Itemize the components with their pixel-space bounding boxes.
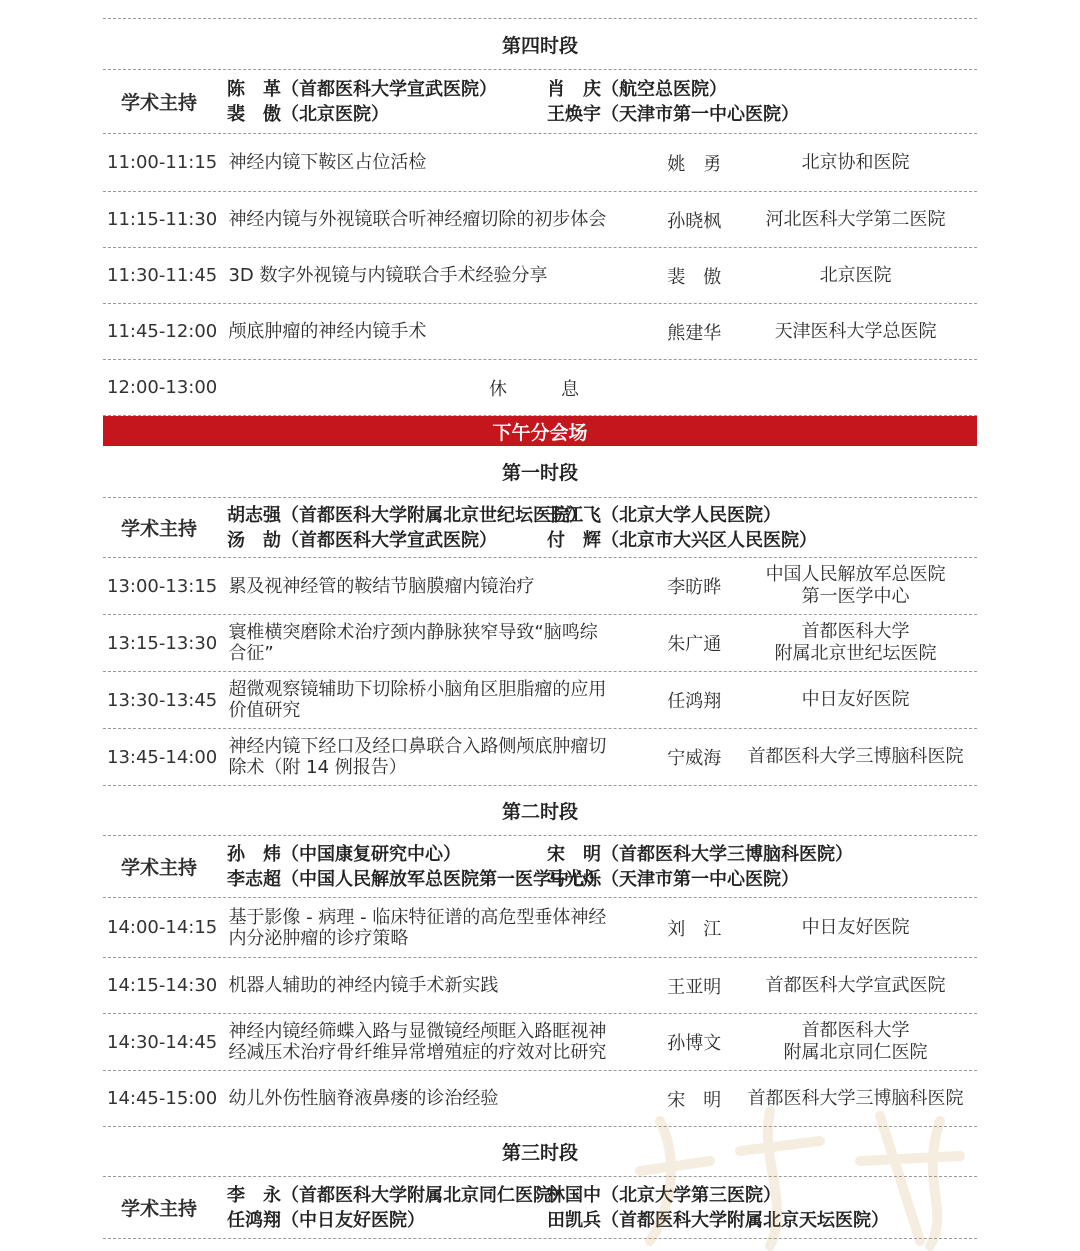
topic-line: 超微观察镜辅助下切除桥小脑角区胆脂瘤的应用 [228,679,607,700]
talk-hospital [734,265,977,287]
chairs-row [103,498,977,558]
talk-hospital [734,621,977,665]
chair-name: 汤 劼（首都医科大学宣武医院） [227,529,497,551]
topic-line: 经减压术治疗骨纤维异常增殖症的疗效对比研究 [228,1042,607,1063]
chair-name: 田凯兵（首都医科大学附属北京天坛医院） [547,1209,889,1231]
topic-line: 神经内镜经筛蝶入路与显微镜经颅眶入路眶视神 [228,1021,607,1042]
topic-line: 神经内镜下鞍区占位活检 [228,152,427,173]
chair-name: 王焕宇（天津市第一中心医院） [547,103,799,125]
hospital-line: 第一医学中心 [801,586,910,607]
hospital-line: 首都医科大学 [801,1020,910,1041]
chair-name: 孙 炜（中国康复研究中心） [227,843,461,865]
talk-topic [228,679,654,721]
topic-line: 基于影像 - 病理 - 临床特征谱的高危型垂体神经 [228,906,607,928]
chair-label: 学术主持 [120,1198,197,1220]
hospital-line: 首都医科大学 [801,621,910,642]
talk-speaker: 孙博文 [667,1033,722,1054]
talk-time: 14:15-14:30 [107,975,218,996]
chair-name: 肖 庆（航空总医院） [547,78,727,100]
talk-hospital [734,209,977,231]
talk-row [103,304,977,360]
talk-row [103,1014,977,1071]
chair-label: 学术主持 [120,92,197,114]
talk-topic [228,1021,654,1063]
topic-line: 幼儿外伤性脑脊液鼻瘘的诊治经验 [228,1088,499,1109]
break-time: 12:00-13:00 [107,377,218,398]
talk-hospital [734,689,977,711]
hospital-line: 附属北京同仁医院 [783,1042,928,1063]
talk-time: 11:00-11:15 [107,152,218,173]
talk-time: 11:45-12:00 [107,321,218,342]
chair-line [227,503,977,528]
hospital-line: 中日友好医院 [801,916,910,938]
break-row [103,360,977,416]
chair-label: 学术主持 [120,518,197,540]
chair-line [227,528,977,553]
talk-time: 11:15-11:30 [107,209,218,230]
talk-row [103,729,977,786]
talk-topic [228,576,654,597]
afternoon-banner: 下午分会场 [103,416,977,446]
talk-topic [228,907,654,949]
talk-topic [228,209,654,230]
hospital-line: 北京协和医院 [801,151,910,173]
chair-name: 陈 革（首都医科大学宣武医院） [227,78,497,100]
topic-line: 合征” [228,643,274,664]
chair-line [227,102,977,127]
talk-hospital [734,746,977,768]
chair-name: 胡志强（首都医科大学附属北京世纪坛医院） [227,504,587,526]
break-label: 休 息 [489,378,597,400]
talk-time: 14:45-15:00 [107,1088,218,1109]
talk-time: 13:45-14:00 [107,746,218,768]
talk-row [103,248,977,304]
talk-speaker: 王亚明 [667,976,722,998]
chair-label: 学术主持 [120,857,197,879]
talk-row [103,958,977,1014]
session-heading: 第一时段 [103,446,977,498]
session-heading: 第三时段 [103,1127,977,1177]
chair-line [227,77,977,102]
hospital-line: 首都医科大学三博脑科医院 [747,1087,964,1109]
talk-topic [228,736,654,778]
talk-row [103,134,977,192]
talk-topic [228,975,654,996]
topic-line: 累及视神经管的鞍结节脑膜瘤内镜治疗 [228,575,535,597]
chair-name: 裴 傲（北京医院） [227,103,389,125]
talk-speaker: 裴 傲 [667,266,722,288]
session-heading: 第二时段 [103,786,977,836]
chair-names [215,842,977,892]
talk-row [103,558,977,615]
chair-name: 王江飞（北京大学人民医院） [547,504,781,526]
talk-row [103,615,977,672]
talk-speaker: 朱广通 [667,634,722,655]
hospital-line: 首都医科大学宣武医院 [765,974,946,996]
chair-names [215,77,977,127]
hospital-line: 首都医科大学三博脑科医院 [747,746,964,767]
chair-name: 任鸿翔（中日友好医院） [227,1209,425,1231]
topic-line: 神经内镜与外视镜联合听神经瘤切除的初步体会 [228,209,607,230]
talk-time: 14:30-14:45 [107,1031,218,1053]
talk-time: 13:15-13:30 [107,632,218,654]
topic-line: 机器人辅助的神经内镜手术新实践 [228,975,499,996]
topic-line: 3D 数字外视镜与内镜联合手术经验分享 [228,265,548,286]
talk-speaker: 宋 明 [667,1089,722,1111]
hospital-line: 北京医院 [819,264,892,286]
talk-speaker: 宁威海 [667,748,722,769]
hospital-line: 天津医科大学总医院 [774,320,937,342]
chair-name: 林国中（北京大学第三医院） [547,1184,781,1206]
topic-line: 除术（附 14 例报告） [228,757,407,778]
hospital-line: 中日友好医院 [801,689,910,710]
hospital-line: 附属北京世纪坛医院 [774,643,937,664]
talk-speaker: 熊建华 [667,322,722,344]
talk-topic [228,1088,654,1109]
talk-time: 14:00-14:15 [107,917,218,938]
topic-line: 颅底肿瘤的神经内镜手术 [228,321,427,342]
topic-line: 内分泌肿瘤的诊疗策略 [228,927,409,949]
chair-line [227,867,977,892]
talk-topic [228,265,654,286]
talk-topic [228,622,654,664]
talk-hospital [734,1020,977,1064]
talk-row [103,898,977,958]
chair-name: 李 永（首都医科大学附属北京同仁医院） [227,1184,569,1206]
talk-row [103,672,977,729]
chair-name: 马光烁（天津市第一中心医院） [547,868,799,890]
talk-speaker: 李昉晔 [667,577,722,598]
topic-line: 价值研究 [228,700,301,721]
hospital-line: 河北医科大学第二医院 [765,208,946,230]
topic-line: 寰椎横突磨除术治疗颈内静脉狭窄导致“脑鸣综 [228,622,598,643]
chair-name: 宋 明（首都医科大学三博脑科医院） [547,843,853,865]
talk-speaker: 姚 勇 [667,153,722,175]
chair-names [215,503,977,553]
topic-line: 神经内镜下经口及经口鼻联合入路侧颅底肿瘤切 [228,736,607,757]
talk-hospital [734,917,977,939]
talk-row [103,192,977,248]
chairs-row [103,70,977,134]
talk-speaker: 任鸿翔 [667,691,722,712]
chair-name: 付 辉（北京市大兴区人民医院） [547,529,817,551]
watermark-calligraphy [620,1101,980,1251]
chair-line [227,842,977,867]
talk-time: 13:30-13:45 [107,689,218,711]
chairs-row [103,836,977,898]
talk-time: 11:30-11:45 [107,265,218,286]
session-heading: 第四时段 [103,18,977,70]
talk-hospital [734,152,977,174]
talk-time: 13:00-13:15 [107,575,218,597]
talk-hospital [734,321,977,343]
talk-hospital [734,564,977,608]
talk-topic [228,321,654,342]
talk-speaker: 刘 江 [667,918,722,940]
talk-speaker: 孙晓枫 [667,210,722,232]
schedule-table [103,18,977,1239]
talk-topic [228,152,654,173]
hospital-line: 中国人民解放军总医院 [765,564,946,585]
talk-hospital [734,975,977,997]
chair-name: 李志超（中国人民解放军总医院第一医学中心） [227,868,605,890]
